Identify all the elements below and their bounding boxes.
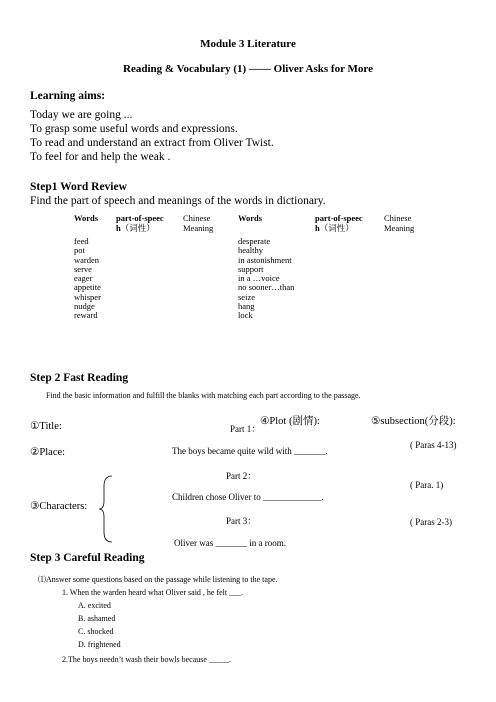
word-item: in astonishment (238, 254, 292, 265)
step3-heading: Step 3 Careful Reading (30, 552, 145, 564)
word-item: support (238, 263, 264, 274)
word-item: reward (74, 310, 98, 321)
word-list-right (238, 237, 294, 321)
place-label: ②Place: (30, 447, 66, 458)
paras-3: ( Paras 2-3) (410, 517, 452, 527)
col-header-meaning-cont: Meaning (183, 223, 214, 233)
word-item: nudge (74, 301, 95, 312)
part2-label: Part 2： (226, 471, 257, 481)
aims-heading: Learning aims: (30, 90, 106, 102)
word-item: pot (74, 245, 85, 256)
lesson-title: Reading & Vocabulary (1) —— Oliver Asks for More (123, 63, 373, 75)
aim-line: Today we are going ... (30, 109, 133, 121)
part3-label: Part 3： (226, 516, 257, 526)
col-header-meaning: Chinese (183, 213, 211, 223)
col-header-meaning-right-cont: Meaning (384, 223, 415, 233)
word-item: serve (74, 263, 92, 274)
word-item: healthy (238, 245, 264, 256)
col-header-words-right: Words (238, 213, 263, 223)
option: D. frightened (78, 640, 121, 649)
characters-label: ③Characters: (30, 501, 88, 512)
question-2: 2.The boys needn’t wash their bowls because _____. (62, 655, 231, 664)
title-label: ①Title: (30, 421, 62, 432)
col-header-words: Words (74, 213, 99, 223)
option: A. excited (78, 601, 111, 610)
word-item: appetite (74, 282, 101, 293)
part2-text: Children chose Oliver to _____________. (172, 492, 324, 502)
col-header-meaning-right: Chinese (384, 213, 412, 223)
step1-instruction: Find the part of speech and meanings of the words in dictionary. (30, 195, 326, 207)
paras-1: ( Paras 4-13) (410, 440, 457, 450)
aim-line: To grasp some useful words and expressions. (30, 123, 238, 135)
paras-2: ( Para. 1) (410, 480, 444, 490)
step1-heading: Step1 Word Review (30, 181, 127, 193)
part1-text: The boys became quite wild with _______. (172, 446, 328, 456)
col-header-pos-cont: h（词性） (116, 223, 155, 233)
word-item: eager (74, 273, 93, 284)
word-item: in a …voice (238, 273, 280, 284)
part1-label: Part 1： (230, 424, 261, 434)
step2-instruction: Find the basic information and fulfill the blanks with matching each part according to the passage. (46, 391, 361, 400)
word-item: lock (238, 310, 253, 321)
plot-label: ④Plot (剧情): (260, 416, 320, 427)
option: C. shocked (78, 627, 114, 636)
aim-line: To feel for and help the weak . (30, 151, 171, 163)
word-item: whisper (74, 291, 101, 302)
step2-heading: Step 2 Fast Reading (30, 372, 129, 384)
col-header-pos: part-of-speec (116, 213, 164, 223)
module-title: Module 3 Literature (200, 38, 296, 50)
word-item: desperate (238, 236, 271, 246)
word-item: warden (74, 254, 100, 265)
word-item: seize (238, 291, 255, 302)
col-header-pos-right-cont: h（词性） (315, 223, 354, 233)
aim-line: To read and understand an extract from Oliver Twist. (30, 137, 274, 149)
left-brace-icon (98, 474, 118, 544)
option: B. ashamed (78, 614, 116, 623)
word-item: hang (238, 301, 255, 312)
step3-instruction: ⑴Answer some questions based on the passage while listening to the tape. (38, 575, 278, 584)
word-list-left (74, 237, 101, 321)
word-item: no sooner…than (238, 282, 295, 293)
part3-text: Oliver was _______ in a room. (174, 538, 286, 548)
col-header-pos-right: part-of-speec (315, 213, 363, 223)
question-1: 1. When the warden heard what Oliver said , he felt ___. (62, 588, 244, 597)
subsection-label: ⑤subsection(分段): (371, 416, 456, 427)
word-item: feed (74, 236, 89, 246)
